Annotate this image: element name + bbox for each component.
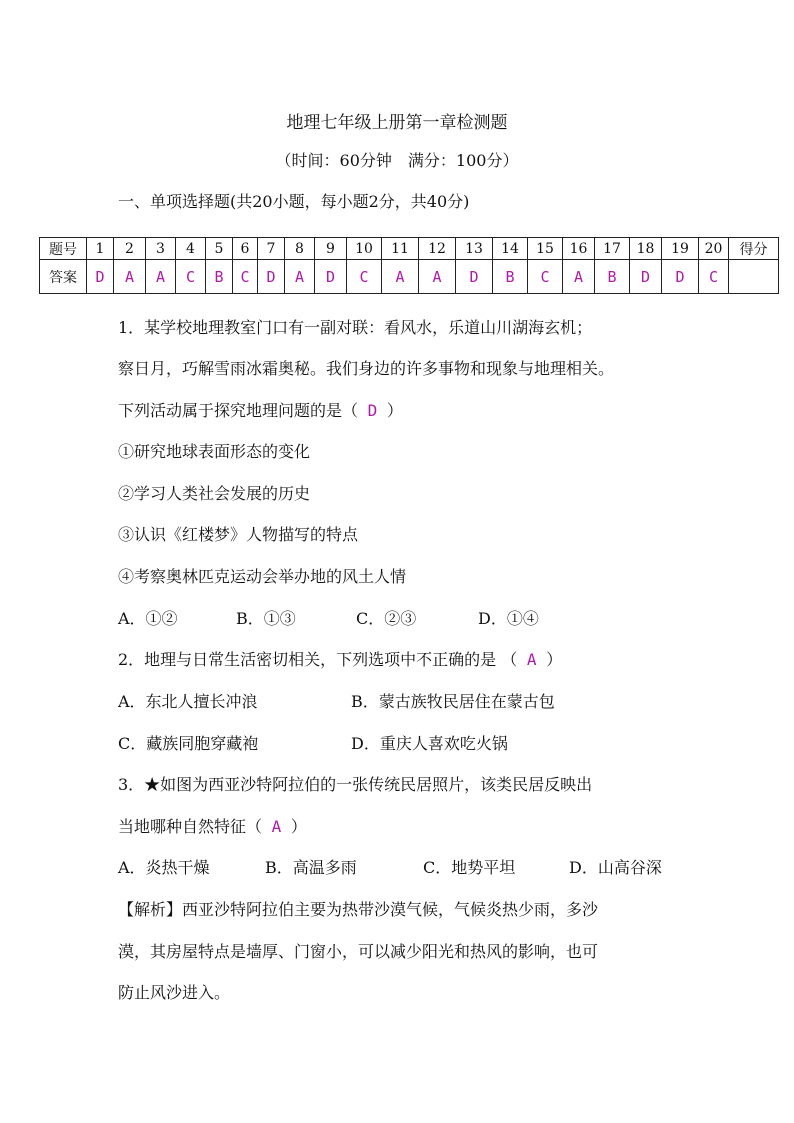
q1-stem-text: 下列活动属于探究地理问题的是（ bbox=[118, 401, 359, 420]
q1-option-a: A．①② bbox=[118, 609, 178, 628]
q2-options-row-1 bbox=[118, 689, 555, 712]
answer-table bbox=[39, 237, 779, 294]
question-number: 3 bbox=[146, 238, 176, 260]
answer-cell: A bbox=[146, 260, 176, 294]
row-label: 答案 bbox=[40, 260, 87, 294]
answer-cell: C bbox=[233, 260, 258, 294]
q1-item: ④考察奥林匹克运动会举办地的风土人情 bbox=[118, 567, 407, 586]
answer-cell: D bbox=[630, 260, 662, 294]
q1-answer: D bbox=[358, 401, 387, 420]
q3-option-d: D．山高谷深 bbox=[569, 858, 662, 877]
q2-answer: A bbox=[517, 650, 547, 669]
q3-stem-text: 当地哪种自然特征（ bbox=[118, 817, 263, 836]
q1-options bbox=[118, 606, 539, 629]
question-number: 19 bbox=[662, 238, 699, 260]
question-number: 13 bbox=[456, 238, 493, 260]
question-number: 8 bbox=[285, 238, 315, 260]
q3-option-b: B．高温多雨 bbox=[265, 858, 357, 877]
q2-stem-text: 2．地理与日常生活密切相关，下列选项中不正确的是 （ bbox=[118, 650, 518, 669]
answer-cell: A bbox=[114, 260, 146, 294]
q2-option-a: A．东北人擅长冲浪 bbox=[118, 692, 258, 711]
q1-stem-close: ） bbox=[386, 401, 403, 420]
q1-stem-line-1: 1．某学校地理教室门口有一副对联：看风水，乐道山川湖海玄机； bbox=[118, 318, 593, 337]
question-number: 20 bbox=[699, 238, 729, 260]
answer-cell: A bbox=[382, 260, 419, 294]
section-heading: 一、单项选择题(共20小题，每小题2分，共40分) bbox=[118, 192, 470, 211]
q2-stem-close: ） bbox=[546, 650, 563, 669]
q3-option-c: C．地势平坦 bbox=[423, 858, 516, 877]
answer-cell: D bbox=[315, 260, 347, 294]
answer-cell: C bbox=[528, 260, 563, 294]
q3-stem-line-2 bbox=[118, 814, 307, 837]
q1-item: ②学习人类社会发展的历史 bbox=[118, 484, 311, 503]
q3-stem-line-1: 3．★如图为西亚沙特阿拉伯的一张传统民居照片，该类民居反映出 bbox=[118, 775, 593, 794]
q2-option-d: D．重庆人喜欢吃火锅 bbox=[351, 734, 508, 753]
answer-cell: B bbox=[206, 260, 233, 294]
question-number: 5 bbox=[206, 238, 233, 260]
answer-cell: D bbox=[456, 260, 493, 294]
answer-cell: C bbox=[176, 260, 206, 294]
question-number: 1 bbox=[87, 238, 114, 260]
answer-cell: C bbox=[347, 260, 382, 294]
question-number: 14 bbox=[493, 238, 528, 260]
q1-option-b: B．①③ bbox=[236, 609, 296, 628]
page-title: 地理七年级上册第一章检测题 bbox=[286, 113, 508, 133]
q2-option-c: C．藏族同胞穿藏袍 bbox=[118, 734, 259, 753]
q3-option-a: A．炎热干燥 bbox=[118, 858, 210, 877]
q1-stem-line-3 bbox=[118, 398, 403, 421]
q3-answer: A bbox=[262, 817, 291, 836]
question-number: 16 bbox=[563, 238, 595, 260]
q2-option-b: B．蒙古族牧民居住在蒙古包 bbox=[351, 692, 555, 711]
answer-cell: D bbox=[87, 260, 114, 294]
question-number: 11 bbox=[382, 238, 419, 260]
question-number: 9 bbox=[315, 238, 347, 260]
question-number: 17 bbox=[595, 238, 630, 260]
question-number: 18 bbox=[630, 238, 662, 260]
answer-cell: A bbox=[285, 260, 315, 294]
answer-cell: B bbox=[595, 260, 630, 294]
q3-analysis-line-2: 漠，其房屋特点是墙厚、门窗小，可以减少阳光和热风的影响，也可 bbox=[118, 942, 599, 961]
answer-cell: C bbox=[699, 260, 729, 294]
q3-options bbox=[118, 855, 662, 878]
q1-item: ①研究地球表面形态的变化 bbox=[118, 442, 311, 461]
q1-stem-line-2: 察日月，巧解雪雨冰霜奥秘。我们身边的许多事物和现象与地理相关。 bbox=[118, 359, 615, 378]
answer-cell: D bbox=[662, 260, 699, 294]
answer-cell: D bbox=[258, 260, 285, 294]
question-number: 12 bbox=[419, 238, 456, 260]
q1-option-c: C．②③ bbox=[356, 609, 417, 628]
answer-row bbox=[40, 260, 779, 294]
question-number: 7 bbox=[258, 238, 285, 260]
score-label: 得分 bbox=[729, 238, 779, 260]
question-number: 10 bbox=[347, 238, 382, 260]
q3-analysis-line-3: 防止风沙进入。 bbox=[118, 983, 231, 1002]
row-label: 题号 bbox=[40, 238, 87, 260]
q3-stem-close: ） bbox=[290, 817, 307, 836]
question-number: 2 bbox=[114, 238, 146, 260]
answer-cell: B bbox=[493, 260, 528, 294]
q2-options-row-2 bbox=[118, 731, 508, 754]
score-cell[interactable] bbox=[729, 260, 779, 294]
exam-info: （时间：60分钟 满分：100分） bbox=[275, 151, 519, 170]
q3-analysis-line-1: 【解析】西亚沙特阿拉伯主要为热带沙漠气候，气候炎热少雨，多沙 bbox=[118, 900, 599, 919]
question-number: 4 bbox=[176, 238, 206, 260]
answer-cell: A bbox=[563, 260, 595, 294]
q1-option-d: D．①④ bbox=[478, 609, 539, 628]
q1-item: ③认识《红楼梦》人物描写的特点 bbox=[118, 525, 359, 544]
answer-cell: A bbox=[419, 260, 456, 294]
number-row bbox=[40, 238, 779, 260]
question-number: 6 bbox=[233, 238, 258, 260]
question-number: 15 bbox=[528, 238, 563, 260]
q2-stem bbox=[118, 647, 562, 670]
